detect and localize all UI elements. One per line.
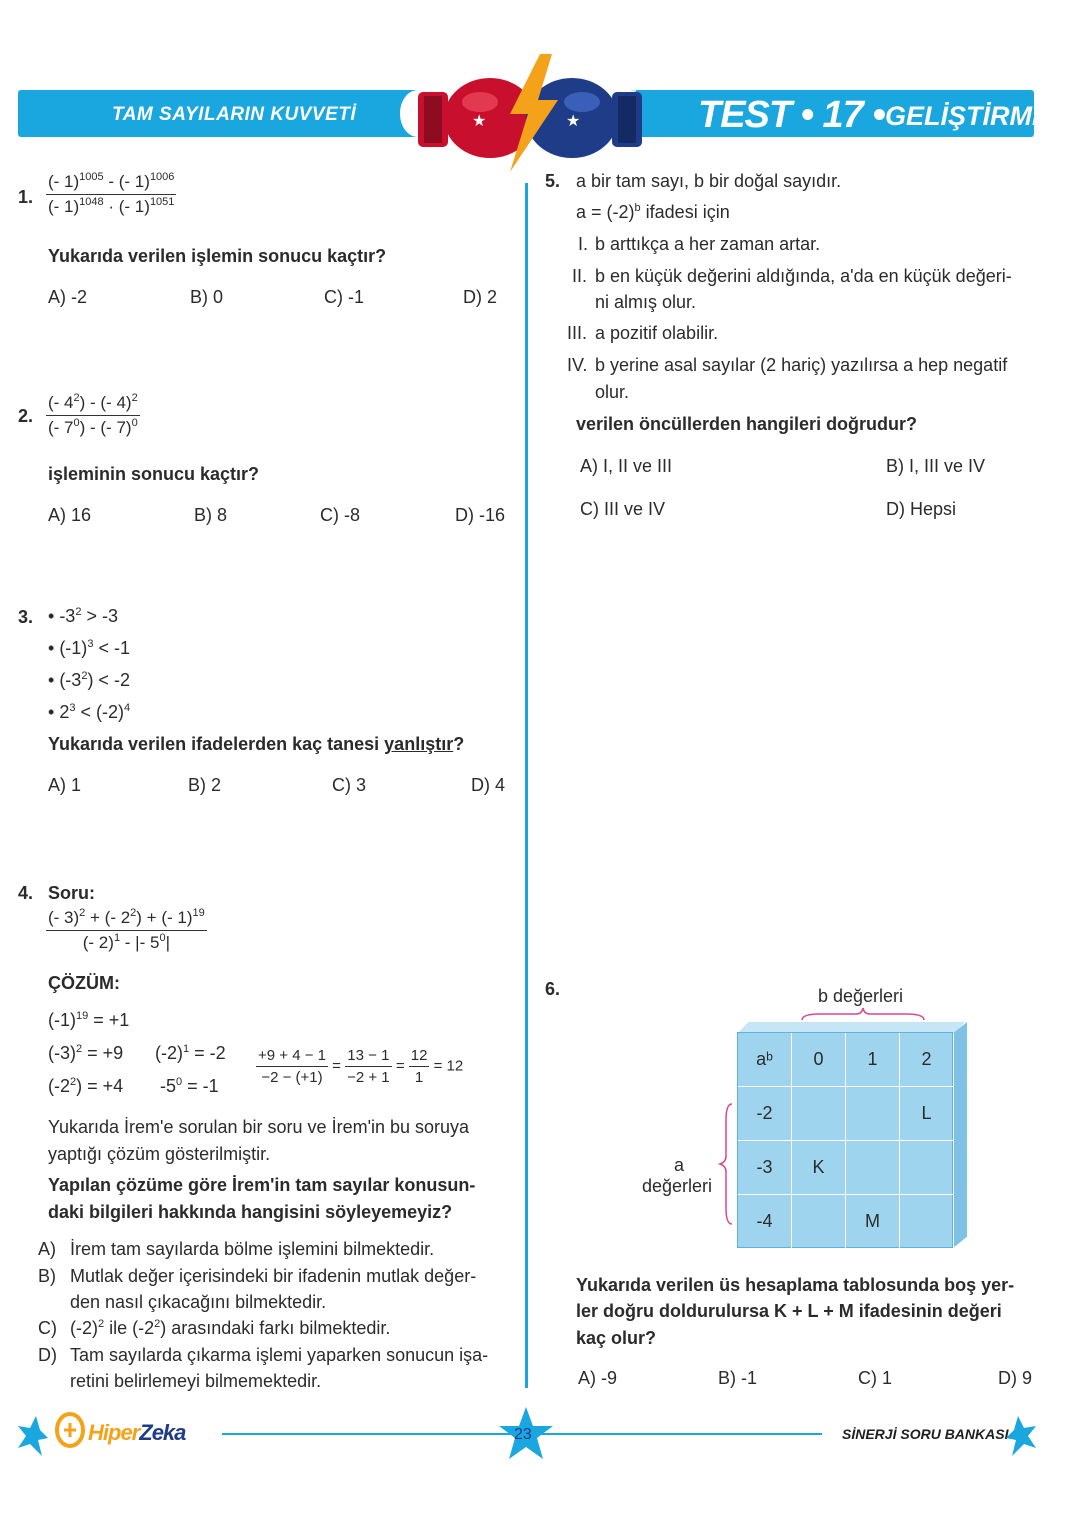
q4-step-1: $(-1)^{19} = +1$	[48, 1010, 130, 1030]
q4-step-2: $(-3)^2 = +9$	[48, 1043, 124, 1063]
question-6-number: 6.	[545, 979, 561, 999]
table-cell: 0	[792, 1033, 846, 1087]
table-cell: L	[900, 1087, 954, 1141]
question-1-number: 1.	[18, 187, 34, 207]
hiperzeka-logo-icon	[54, 1411, 88, 1449]
q4-step-4: $(-2^2) = +4$	[48, 1076, 124, 1096]
q4-option-b-text-1: Mutlak değer içerisindeki bir ifadenin mutlak değer-	[70, 1266, 477, 1286]
q4-option-d-text-1: Tam sayılarda çıkarma işlemi yaparken sonucun işa-	[70, 1345, 489, 1365]
left-star-icon	[16, 1414, 50, 1458]
q5-line-1: a bir tam sayı, b bir doğal sayıdır.	[576, 171, 842, 191]
q6-option-c[interactable]: C) 1	[858, 1368, 893, 1388]
question-1-fraction: $\frac{(- 1)^{1005} - (- 1)^{1006}}{(- 1)^{1048} \cdot (- 1)^{1051}}$	[48, 171, 175, 216]
table-cell: K	[792, 1141, 846, 1195]
q6-option-a[interactable]: A) -9	[578, 1368, 618, 1388]
question-5-number: 5.	[545, 171, 561, 191]
q5-item-2a: b en küçük değerini aldığında, a'da en küçük değeri-	[595, 266, 1012, 286]
table-cell	[846, 1087, 900, 1141]
q2-option-c[interactable]: C) -8	[320, 505, 360, 525]
boxing-gloves-icon	[410, 52, 650, 172]
q5-item-1: b arttıkça a her zaman artar.	[595, 234, 821, 254]
question-4-number: 4.	[18, 883, 34, 903]
q3-option-d[interactable]: D) 4	[471, 775, 506, 795]
q2-option-b[interactable]: B) 8	[194, 505, 228, 525]
q6-prompt-2: ler doğru doldurulursa K + L + M ifadesinin değeri	[576, 1301, 1002, 1321]
q3-option-b[interactable]: B) 2	[188, 775, 222, 795]
q6-b-values-label: b değerleri	[818, 986, 904, 1006]
table-cell	[792, 1195, 846, 1249]
q6-a-label-2: değerleri	[642, 1176, 713, 1196]
q5-item-4-label: IV.	[567, 355, 588, 375]
table-side-face	[953, 1022, 967, 1248]
q2-option-a[interactable]: A) 16	[48, 505, 92, 525]
q1-option-b[interactable]: B) 0	[190, 287, 224, 307]
question-2-prompt: işleminin sonucu kaçtır?	[48, 464, 260, 484]
q5-item-3-label: III.	[567, 323, 588, 343]
brand-logo: HiperZeka	[88, 1420, 186, 1445]
table-cell	[792, 1087, 846, 1141]
q5-option-a[interactable]: A) I, II ve III	[580, 456, 673, 476]
page-number: 23	[514, 1426, 532, 1443]
q4-fraction: $\frac{(- 3)^2 + (- 2^2) + (- 1)^{19}}{(- 2)^1 - |- 5^0|}$	[48, 907, 205, 952]
test-number: TEST • 17 •	[698, 94, 885, 136]
q6-prompt-3: kaç olur?	[576, 1328, 657, 1348]
q4-calculation: $\frac{+9 + 4 - 1}{-2 - (+1)}$ = $\frac{13 - 1}{-2 + 1}$ = $\frac{12}{1}$ = 12	[258, 1047, 464, 1086]
question-2-number: 2.	[18, 406, 34, 426]
table-cell: M	[846, 1195, 900, 1249]
table-cell: 1	[846, 1033, 900, 1087]
q5-item-4b: olur.	[595, 382, 630, 402]
q4-option-c-text: $(-2)^2$ ile $(-2^2)$ arasındaki farkı bilmektedir.	[70, 1318, 391, 1338]
svg-text:★: ★	[472, 111, 487, 130]
q3-bullet-4: • $2^3 < (-2)^4$	[48, 702, 131, 722]
q4-step-5: $-5^0 = -1$	[160, 1076, 219, 1096]
q4-option-a-text: İrem tam sayılarda bölme işlemini bilmektedir.	[70, 1239, 435, 1259]
q6-option-b[interactable]: B) -1	[718, 1368, 758, 1388]
q5-option-d[interactable]: D) Hepsi	[886, 499, 957, 519]
table-cell	[900, 1141, 954, 1195]
q6-a-label-1: a	[674, 1155, 685, 1175]
question-2-fraction: $\frac{(- 4^2) - (- 4)^2}{(- 7^0) - (- 7)^0}$	[48, 392, 138, 437]
q4-text-1: Yukarıda İrem'e sorulan bir soru ve İrem'in bu soruya	[48, 1117, 470, 1137]
q3-bullet-3: • $(-3^2) < -2$	[48, 670, 130, 690]
q5-item-3: a pozitif olabilir.	[595, 323, 719, 343]
q5-item-2b: ni almış olur.	[595, 292, 697, 312]
q4-prompt-2: daki bilgileri hakkında hangisini söyleyemeyiz?	[48, 1202, 453, 1222]
q6-prompt-1: Yukarıda verilen üs hesaplama tablosunda boş yer-	[576, 1275, 1015, 1295]
question-1-prompt: Yukarıda verilen işlemin sonucu kaçtır?	[48, 246, 387, 266]
question-5-prompt: verilen öncüllerden hangileri doğrudur?	[576, 414, 918, 434]
q1-option-c[interactable]: C) -1	[324, 287, 364, 307]
q2-option-d[interactable]: D) -16	[455, 505, 506, 525]
q5-item-4a: b yerine asal sayılar (2 hariç) yazılırsa a hep negatif	[595, 355, 1008, 375]
column-divider	[525, 183, 528, 1388]
q4-prompt-1: Yapılan çözüme göre İrem'in tam sayılar konusun-	[48, 1175, 476, 1195]
question-3-prompt: Yukarıda verilen ifadelerden kaç tanesi yanlıştır?	[48, 734, 465, 754]
a-values-brace-icon	[718, 1102, 734, 1226]
q1-option-a[interactable]: A) -2	[48, 287, 88, 307]
q4-option-d[interactable]: D)	[38, 1345, 57, 1365]
question-3-number: 3.	[18, 607, 34, 627]
q5-option-b[interactable]: B) I, III ve IV	[886, 456, 986, 476]
chapter-title: TAM SAYILARIN KUVVETİ	[112, 104, 357, 125]
q3-option-c[interactable]: C) 3	[332, 775, 367, 795]
series-name: SİNERJİ SORU BANKASI	[842, 1426, 1009, 1442]
q4-text-2: yaptığı çözüm gösterilmiştir.	[48, 1144, 271, 1164]
q5-line-2: $a = (-2)^b$ ifadesi için	[576, 202, 730, 222]
q3-bullet-1: • $-3^2 > -3$	[48, 606, 118, 626]
table-cell	[846, 1141, 900, 1195]
q5-item-1-label: I.	[578, 234, 589, 254]
q4-option-b[interactable]: B)	[38, 1266, 56, 1286]
right-star-icon	[1004, 1414, 1038, 1458]
q4-option-a[interactable]: A)	[38, 1239, 56, 1259]
q5-item-2-label: II.	[572, 266, 588, 286]
q4-soru-label: Soru:	[48, 883, 95, 903]
table-cell: -4	[738, 1195, 792, 1249]
q4-option-d-text-2: retini belirlemeyi bilmemektedir.	[70, 1371, 322, 1391]
q5-option-c[interactable]: C) III ve IV	[580, 499, 666, 519]
table-cell: -3	[738, 1141, 792, 1195]
test-type: GELİŞTİRME	[885, 101, 1051, 131]
svg-text:★: ★	[566, 111, 581, 130]
b-values-brace-icon	[800, 1006, 926, 1024]
exponent-table	[737, 1032, 953, 1248]
table-cell: aᵇ	[738, 1033, 792, 1087]
q3-bullet-2: • $(-1)^3 < -1$	[48, 638, 130, 658]
q1-option-d[interactable]: D) 2	[463, 287, 498, 307]
q4-step-3: $(-2)^1 = -2$	[155, 1043, 226, 1063]
q6-option-d[interactable]: D) 9	[998, 1368, 1033, 1388]
q4-option-b-text-2: den nasıl çıkacağını bilmektedir.	[70, 1292, 327, 1312]
table-cell	[900, 1195, 954, 1249]
q4-cozum-label: ÇÖZÜM:	[48, 973, 120, 993]
table-cell: -2	[738, 1087, 792, 1141]
q3-option-a[interactable]: A) 1	[48, 775, 82, 795]
table-cell: 2	[900, 1033, 954, 1087]
q4-option-c[interactable]: C)	[38, 1318, 57, 1338]
